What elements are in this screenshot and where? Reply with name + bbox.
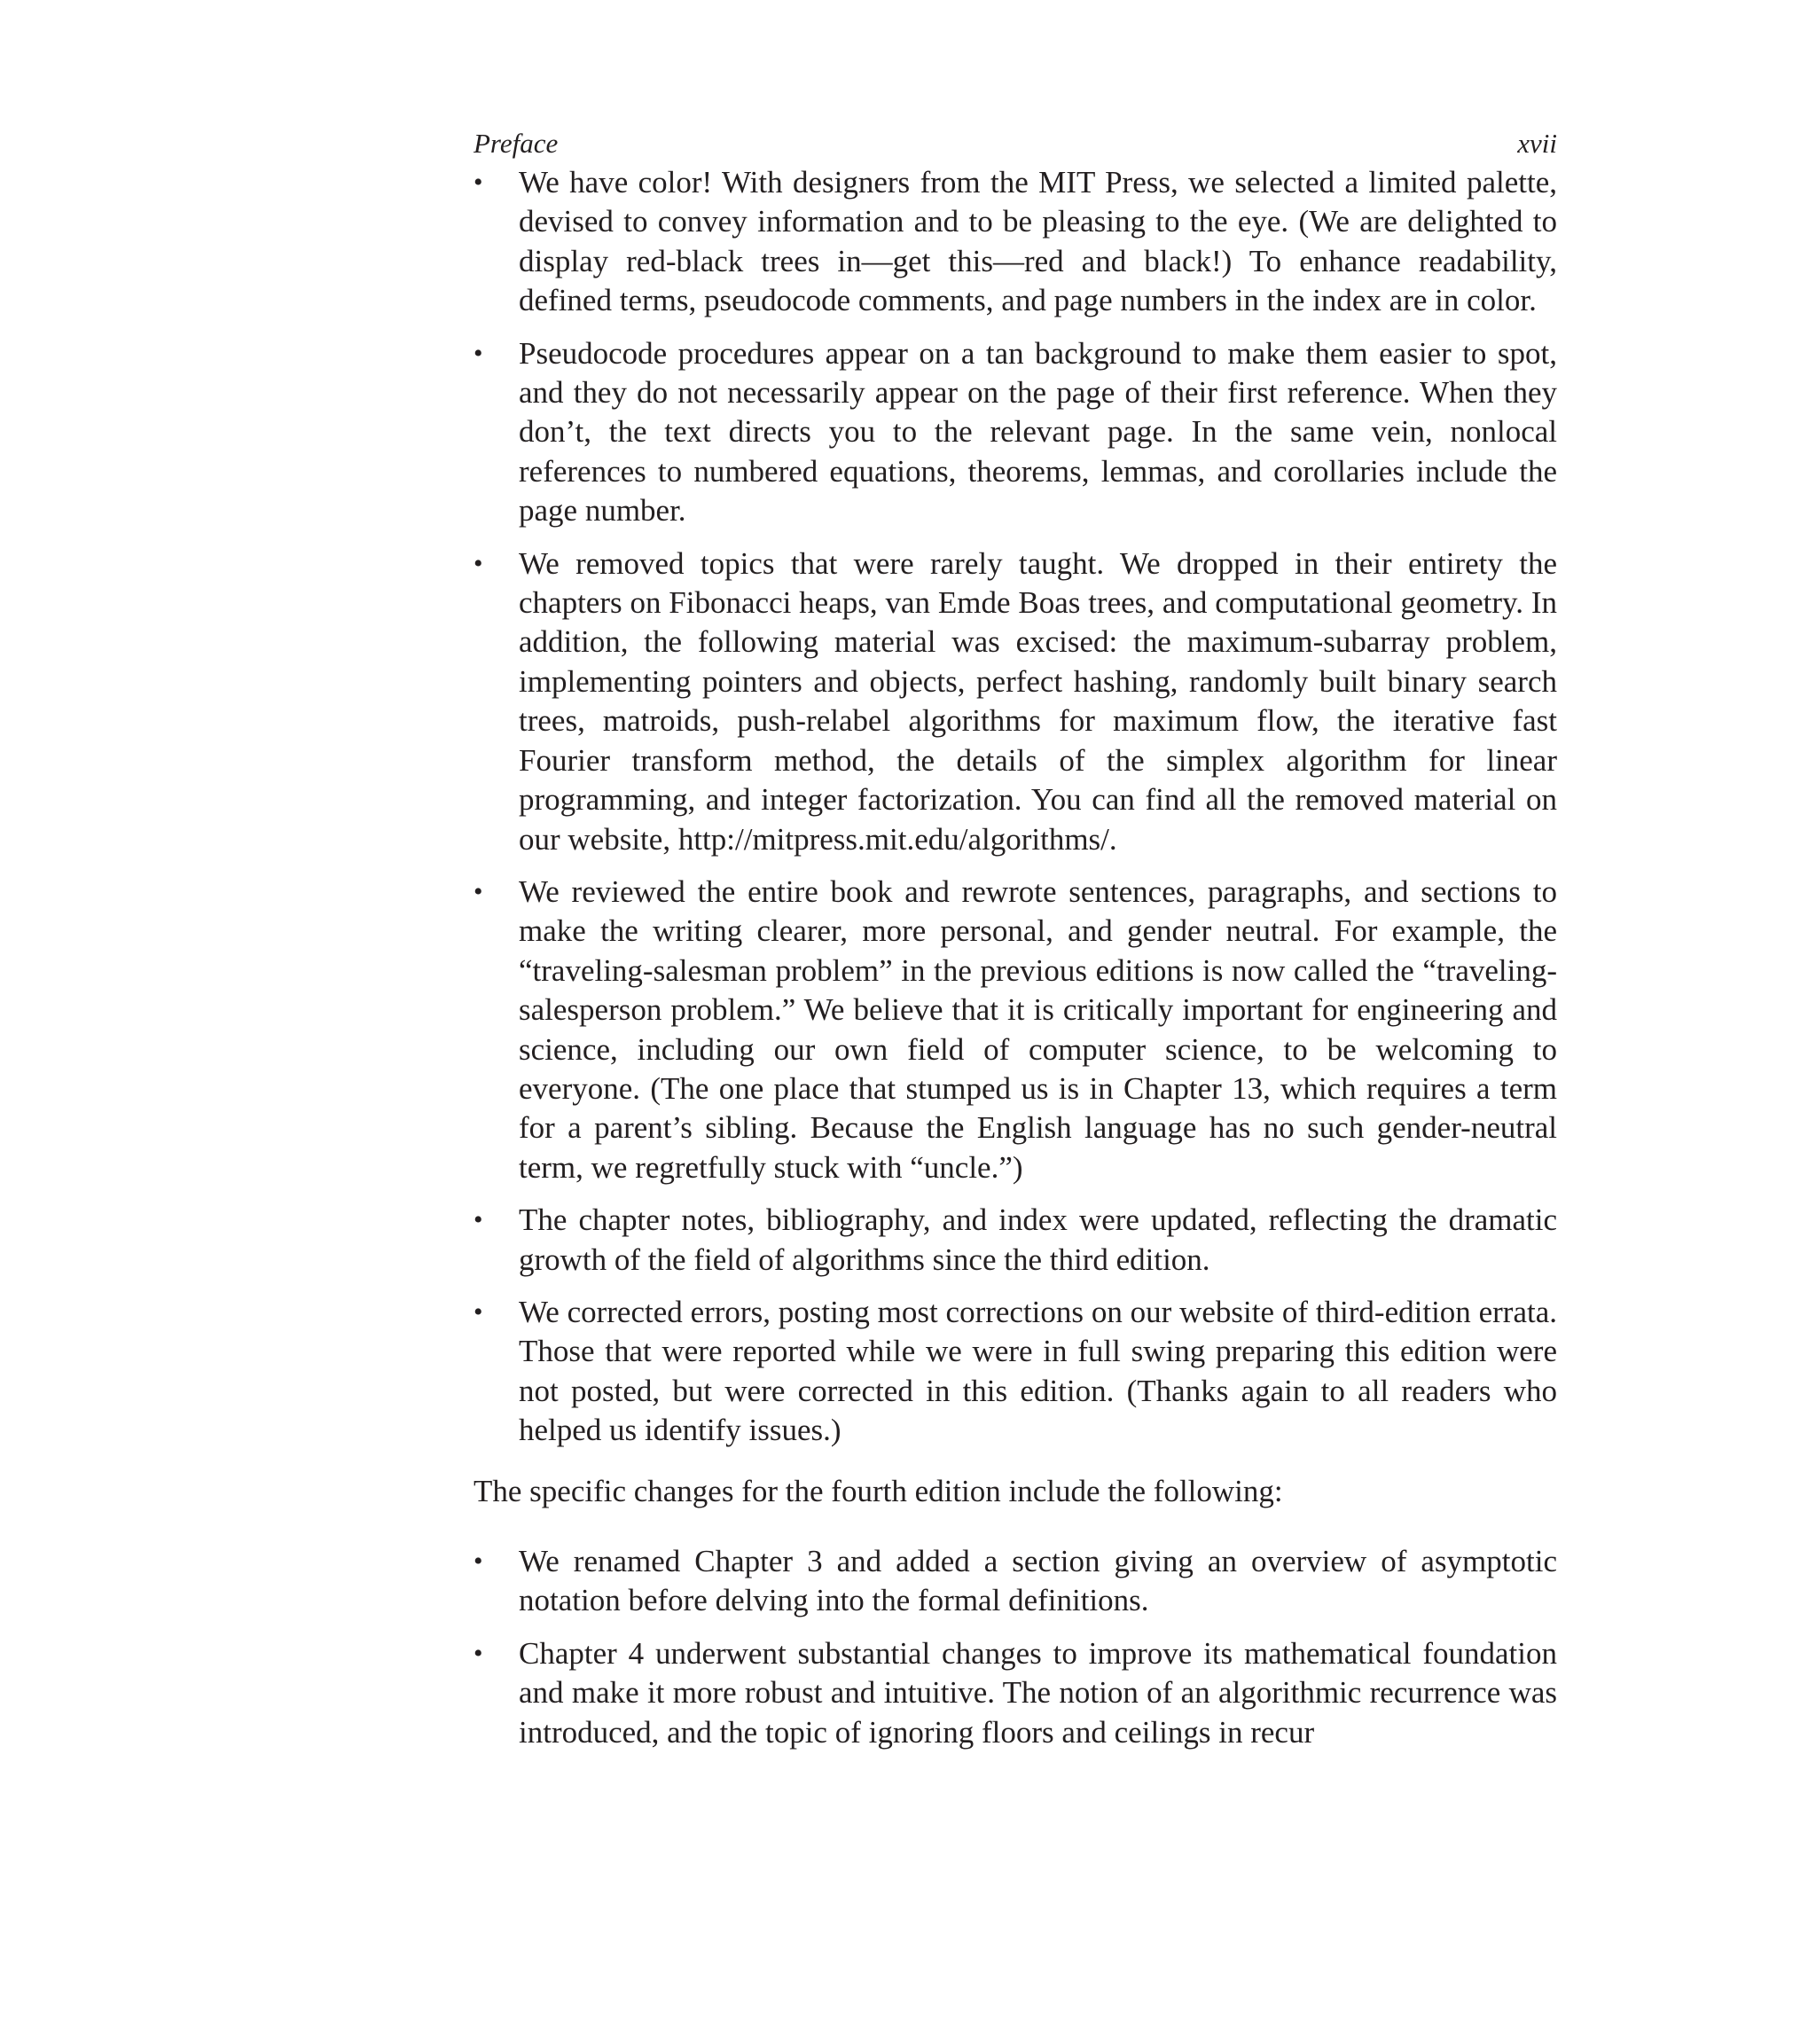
list-item-text: Chapter 4 underwent substantial changes to improve its mathematical foundation and make it more robust and intuitive. The notion of an algorithmic recurrence was introduced, and the topic of ignoring floors and ceilings in recur [519, 1635, 1557, 1750]
list-item-text: Pseudocode procedures appear on a tan background to make them easier to spot, and they do not necessarily appear on the page of their first reference. When they don’t, the text directs you to the relevant page. In the same vein, nonlocal references to numbered equations, theorems, lemmas, and corollaries include the page number. [519, 335, 1557, 529]
list-item [474, 1634, 1557, 1752]
list-item [474, 1293, 1557, 1451]
list-item-text: We corrected errors, posting most corrections on our website of third-edition errata. Those that were reported while we were in full swing preparing this edition were not posted, but were corrected in this edition. (Thanks again to all readers who helped us identify issues.) [519, 1294, 1557, 1448]
list-item-text: We reviewed the entire book and rewrote sentences, paragraphs, and sections to make the writing clearer, more personal, and gender neutral. For example, the “traveling-salesman problem” in the previous editions is now called the “traveling-salesperson problem.” We believe that it is critically important for engineering and science, including our own field of computer science, to be welcoming to everyone. (The one place that stumped us is in Chapter 13, which requires a term for a parent’s sibling. Because the English language has no such gender-neutral term, we regretfully stuck with “uncle.”) [519, 873, 1557, 1185]
bullet-icon: • [474, 1638, 483, 1668]
list-item [474, 873, 1557, 1187]
specific-changes-intro: The specific changes for the fourth edition include the following: [474, 1473, 1283, 1508]
list-item-text: We have color! With designers from the MIT Press, we selected a limited palette, devised to convey information and to be pleasing to the eye. (We are delighted to display red-black trees in—get this—red and black!) To enhance readability, defined terms, pseudocode comments, and page numbers in the index are in color. [519, 165, 1557, 318]
list-item [474, 544, 1557, 859]
running-head [474, 124, 1557, 163]
page-number: xvii [1517, 128, 1557, 159]
section-title: Preface [474, 128, 559, 159]
bullet-icon: • [474, 168, 483, 197]
bullet-icon: • [474, 876, 483, 906]
changes-list [474, 163, 1557, 1451]
book-page [474, 124, 1557, 1752]
bullet-icon: • [474, 548, 483, 578]
bullet-icon: • [474, 338, 483, 368]
bullet-icon: • [474, 1296, 483, 1327]
bullet-icon: • [474, 1205, 483, 1235]
list-item [474, 334, 1557, 531]
specific-changes-list [474, 1542, 1557, 1752]
list-item [474, 163, 1557, 321]
list-item [474, 1542, 1557, 1621]
list-item-text: We renamed Chapter 3 and added a section giving an overview of asymptotic notation before delving into the formal definitions. [519, 1544, 1557, 1618]
list-item-text: We removed topics that were rarely taught. We dropped in their entirety the chapters on Fibonacci heaps, van Emde Boas trees, and computational geometry. In addition, the following material was excised: the maximum-subarray problem, implementing pointers and objects, perfect hashing, randomly built binary search trees, matroids, push-relabel algorithms for maximum flow, the iterative fast Fourier transform method, the details of the simplex algorithm for linear programming, and integer factorization. You can find all the removed material on our website, http://mitpress.mit.edu/algorithms/. [519, 545, 1557, 857]
list-item-text: The chapter notes, bibliography, and index were updated, reflecting the dramatic growth of the field of algorithms since the third edition. [519, 1202, 1557, 1277]
bullet-icon: • [474, 1547, 483, 1576]
list-item [474, 1201, 1557, 1280]
